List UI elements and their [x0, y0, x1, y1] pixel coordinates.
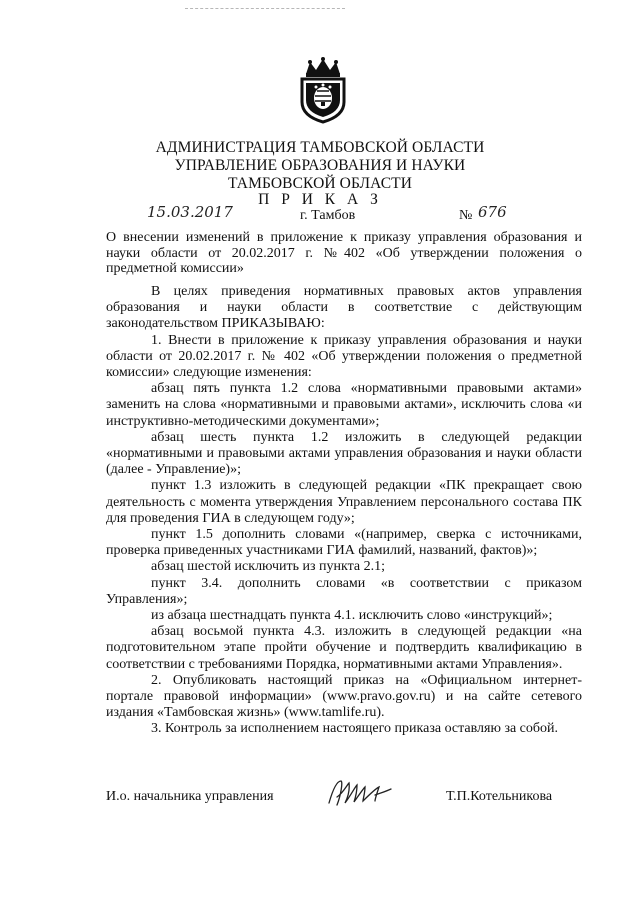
- body-paragraph: абзац шестой исключить из пункта 2.1;: [151, 559, 386, 575]
- org-name-line-3: ТАМБОВСКОЙ ОБЛАСТИ: [228, 175, 412, 192]
- org-name-line-2: УПРАВЛЕНИЕ ОБРАЗОВАНИЯ И НАУКИ: [174, 157, 466, 174]
- signatory-position: И.о. начальника управления: [106, 789, 274, 804]
- handwritten-signature-icon: [323, 775, 395, 809]
- signatory-name: Т.П.Котельникова: [446, 789, 553, 804]
- tambov-coat-of-arms-icon: [296, 56, 350, 124]
- body-paragraph: 2. Опубликовать настоящий приказ на «Официальном интернет-портале правовой информации» (www.pravo.gov.ru) и на сайте сетевого издания «Тамбовская жизнь» (www.tamlife.ru).: [106, 672, 582, 721]
- order-city: г. Тамбов: [300, 208, 356, 223]
- body-paragraph: 1. Внести в приложение к приказу управления образования и науки области от 20.02.2017 г. № 402 «Об утверждении положения о предметной комиссии» следующие изменения:: [106, 332, 582, 381]
- scan-artifact-line: [185, 8, 345, 11]
- org-name-line-1: АДМИНИСТРАЦИЯ ТАМБОВСКОЙ ОБЛАСТИ: [155, 139, 485, 156]
- body-paragraph: абзац восьмой пункта 4.3. изложить в следующей редакции «на подготовительном этапе пройти обучение и подтвердить квалификацию в соответствии с требованиями Порядка, нормативными актами Управления».: [106, 624, 582, 672]
- body-paragraph: абзац пять пункта 1.2 слова «нормативными правовыми актами» заменить на слова «нормативными и правовыми актами», исключить слова «и инструктивно-методическими документами»;: [106, 381, 582, 429]
- body-paragraph: пункт 1.3 изложить в следующей редакции «ПК прекращает свою деятельность с момента утверждения Управлением персонального состава ПК для проведения ГИА в следующем году»;: [106, 478, 582, 526]
- order-number-label: №: [459, 208, 473, 223]
- body-paragraph: 3. Контроль за исполнением настоящего приказа оставляю за собой.: [151, 721, 559, 737]
- order-date: 15.03.2017: [147, 203, 233, 221]
- body-paragraph: абзац шесть пункта 1.2 изложить в следующей редакции «нормативными и правовыми актами управления образования и науки области (далее - Управление)»;: [106, 429, 582, 478]
- order-subject: О внесении изменений в приложение к приказу управления образования и науки области от 20.02.2017 г. №402 «Об утверждении положения о предметной комиссии»: [106, 230, 582, 276]
- order-body: [106, 284, 582, 738]
- body-paragraph: пункт 1.5 дополнить словами «(например, сверка с источниками, проверка приведенных участниками ГИА фамилий, названий, фактов)»;: [106, 527, 582, 559]
- order-number: 676: [478, 203, 507, 221]
- body-paragraph: пункт 3.4. дополнить словами «в соответствии с приказом Управления»;: [106, 575, 582, 607]
- body-paragraph: В целях приведения нормативных правовых актов управления образования и науки области в соответствие с действующим законодательством ПРИКАЗЫВАЮ:: [106, 284, 582, 332]
- document-type-title: П Р И К А З: [258, 191, 382, 208]
- body-paragraph: из абзаца шестнадцать пункта 4.1. исключить слово «инструкций»;: [151, 608, 553, 624]
